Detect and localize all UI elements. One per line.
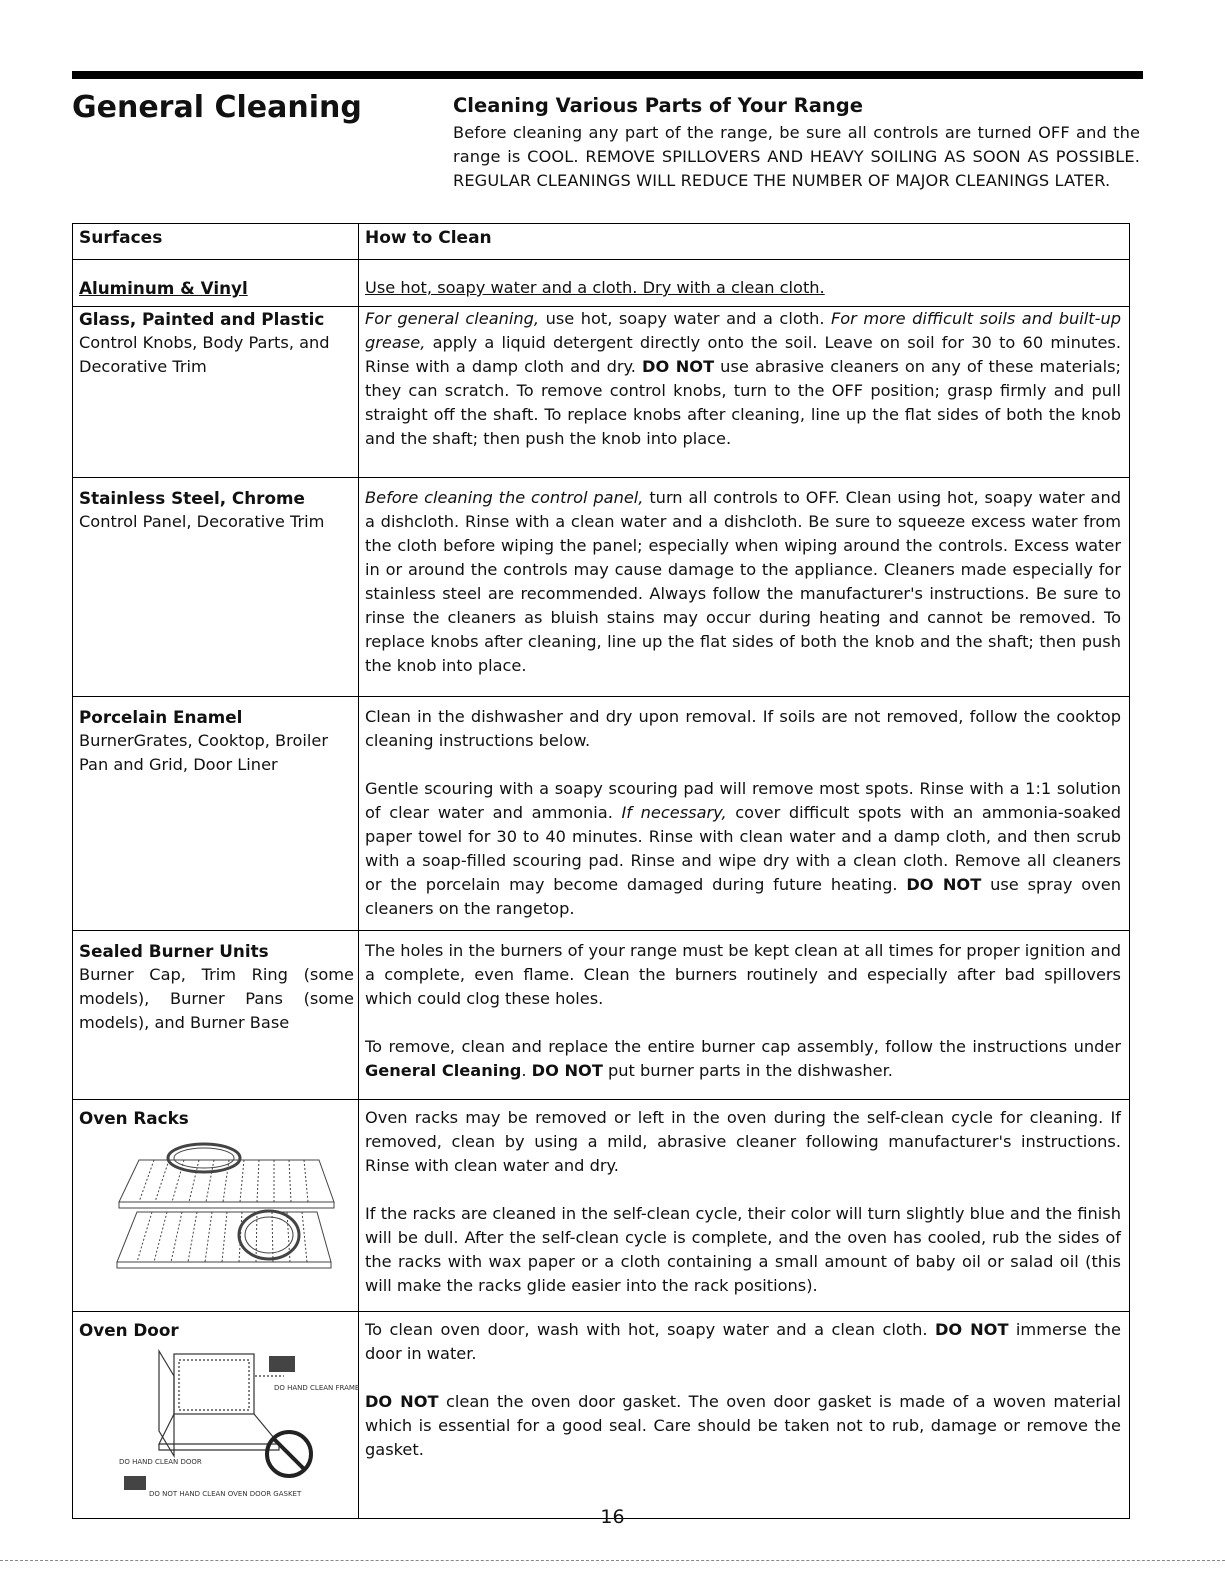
- surface-cell: [73, 697, 359, 931]
- cleaning-table: [72, 223, 1130, 1519]
- how-cell: [359, 1312, 1130, 1519]
- emphasis: For more difficult soils and built-up grease,: [365, 309, 1121, 352]
- intro-text: Before cleaning any part of the range, be sure all controls are turned OFF and the range is COOL. REMOVE SPILLOVERS AND HEAVY SOILING AS SOON AS POSSIBLE. REGULAR CLEANINGS WILL REDUCE THE NUMBER OF MAJOR CLEANINGS LATER.: [453, 123, 1140, 190]
- text-run: To remove, clean and replace the entire burner cap assembly, follow the instructions under: [365, 1037, 1121, 1056]
- how-text: [365, 1035, 1121, 1083]
- text-run: use abrasive cleaners on any of these materials; they can scratch. To remove control knobs, turn to the OFF position; grasp firmly and pull straight off the shaft. To replace knobs after cleaning, line up the flat sides of both the knob and the shaft; then push the knob into place.: [365, 357, 1121, 448]
- warning-text: DO NOT: [642, 357, 715, 376]
- surface-name: Aluminum & Vinyl: [79, 278, 248, 298]
- surface-name: Glass, Painted and Plastic: [79, 309, 325, 329]
- surface-name: Stainless Steel, Chrome: [79, 488, 305, 508]
- how-cell: [359, 931, 1130, 1100]
- table-row: [73, 478, 1130, 697]
- text-run: use spray oven cleaners on the rangetop.: [365, 875, 1121, 918]
- door-label: DO HAND CLEAN DOOR: [119, 1458, 202, 1466]
- table-row: [73, 1100, 1130, 1312]
- oven-rack-icon: [79, 1142, 339, 1282]
- how-cell: [359, 260, 1130, 307]
- warning-text: DO NOT: [906, 875, 982, 894]
- how-cell: [359, 478, 1130, 697]
- surface-cell: [73, 260, 359, 307]
- surface-name: Oven Racks: [79, 1108, 189, 1128]
- text-run: turn all controls to OFF. Clean using hot, soapy water and a dishcloth. Rinse with a clean water and a dishcloth. Be sure to squeeze excess water from the cloth before wiping the panel; especially when wiping around the controls. Excess water in or around the controls may cause damage to the appliance. Cleaners made especially for stainless steel are recommended. Always follow the manufacturer's instructions. Be sure to rinse the cleaners as bluish stains may occur during heating and cannot be removed. To replace knobs after cleaning, line up the flat sides of both the knob and the shaft; then push the knob into place.: [365, 488, 1121, 675]
- frame-label: DO HAND CLEAN FRAME: [274, 1384, 360, 1392]
- how-cell: [359, 697, 1130, 931]
- surface-parts: Control Knobs, Body Parts, and Decorative Trim: [79, 333, 330, 376]
- text-run: put burner parts in the dishwasher.: [602, 1061, 893, 1080]
- page-title: General Cleaning: [72, 90, 362, 125]
- how-cell: [359, 1100, 1130, 1312]
- how-text: [365, 307, 1121, 451]
- oven-door-icon: [119, 1346, 360, 1506]
- text-run: To clean oven door, wash with hot, soapy water and a clean cloth.: [365, 1320, 935, 1339]
- surface-name: Oven Door: [79, 1320, 179, 1340]
- how-text: [365, 777, 1121, 921]
- emphasis: Before cleaning the control panel,: [365, 488, 644, 507]
- text-run: .: [521, 1061, 532, 1080]
- warning-text: DO NOT: [935, 1320, 1009, 1339]
- text-run: immerse the door in water.: [365, 1320, 1121, 1363]
- how-text: Oven racks may be removed or left in the oven during the self-clean cycle for cleaning. If removed, clean by using a mild, abrasive cleaner following manufacturer's instructions. Rinse with clean water and dry.: [365, 1108, 1121, 1175]
- how-to-clean-header: How to Clean: [359, 224, 1130, 260]
- how-text: The holes in the burners of your range must be kept clean at all times for proper ignition and a complete, even flame. Clean the burners routinely and especially after bad spillovers which could clog these holes.: [365, 941, 1121, 1008]
- surface-cell: [73, 1312, 359, 1519]
- surfaces-header: Surfaces: [73, 224, 359, 260]
- table-row: [73, 260, 1130, 307]
- text-run: apply a liquid detergent directly onto the soil. Leave on soil for 30 to 60 minutes. Rinse with a damp cloth and dry.: [365, 333, 1121, 376]
- surface-parts: Burner Cap, Trim Ring (some models), Burner Pans (some models), and Burner Base: [79, 965, 354, 1032]
- text-run: clean the oven door gasket. The oven door gasket is made of a woven material which is essential for a good seal. Care should be taken not to rub, damage or remove the gasket.: [365, 1392, 1121, 1459]
- gasket-label: DO NOT HAND CLEAN OVEN DOOR GASKET: [149, 1490, 302, 1498]
- surface-cell: [73, 1100, 359, 1312]
- table-row: [73, 1312, 1130, 1519]
- bottom-divider: [0, 1560, 1225, 1561]
- text-run: Gentle scouring with a soapy scouring pad will remove most spots. Rinse with a 1:1 solution of clear water and ammonia.: [365, 779, 1121, 822]
- surface-parts: BurnerGrates, Cooktop, Broiler Pan and Grid, Door Liner: [79, 731, 328, 774]
- reference-text: General Cleaning: [365, 1061, 522, 1080]
- surface-name: Sealed Burner Units: [79, 941, 269, 961]
- oven-racks-illustration: [79, 1142, 358, 1289]
- how-text: Use hot, soapy water and a cloth. Dry with a clean cloth.: [365, 278, 825, 297]
- how-cell: [359, 307, 1130, 478]
- how-text: Clean in the dishwasher and dry upon removal. If soils are not removed, follow the cooktop cleaning instructions below.: [365, 707, 1121, 750]
- text-run: cover difficult spots with an ammonia-soaked paper towel for 30 to 40 minutes. Rinse with clean water and a damp cloth, and then scrub with a soap-filled scouring pad. Rinse and wipe dry with a clean cloth. Remove all cleaners or the porcelain may become damaged during future heating.: [365, 803, 1121, 894]
- emphasis: For general cleaning,: [365, 309, 540, 328]
- text-run: use hot, soapy water and a cloth.: [539, 309, 831, 328]
- page-number: 16: [600, 1506, 625, 1528]
- oven-door-illustration: [79, 1346, 358, 1513]
- warning-text: DO NOT: [531, 1061, 603, 1080]
- table-row: [73, 697, 1130, 931]
- table-header-row: [73, 224, 1130, 260]
- top-rule: [72, 71, 1143, 79]
- surface-parts: Control Panel, Decorative Trim: [79, 512, 325, 531]
- how-text: If the racks are cleaned in the self-clean cycle, their color will turn slightly blue and the finish will be dull. After the self-clean cycle is complete, and the oven has cooled, rub the sides of the racks with wax paper or a cloth containing a small amount of baby oil or salad oil (this will make the racks glide easier into the rack positions).: [365, 1204, 1121, 1295]
- warning-text: DO NOT: [365, 1392, 439, 1411]
- how-text: [365, 486, 1121, 678]
- table-row: [73, 931, 1130, 1100]
- how-text: [365, 1318, 1121, 1366]
- emphasis: If necessary,: [621, 803, 727, 822]
- how-text: [365, 1390, 1121, 1462]
- surface-cell: [73, 478, 359, 697]
- surface-name: Porcelain Enamel: [79, 707, 243, 727]
- surface-cell: [73, 931, 359, 1100]
- table-row: [73, 307, 1130, 478]
- surface-cell: [73, 307, 359, 478]
- section-title: Cleaning Various Parts of Your Range: [453, 94, 863, 117]
